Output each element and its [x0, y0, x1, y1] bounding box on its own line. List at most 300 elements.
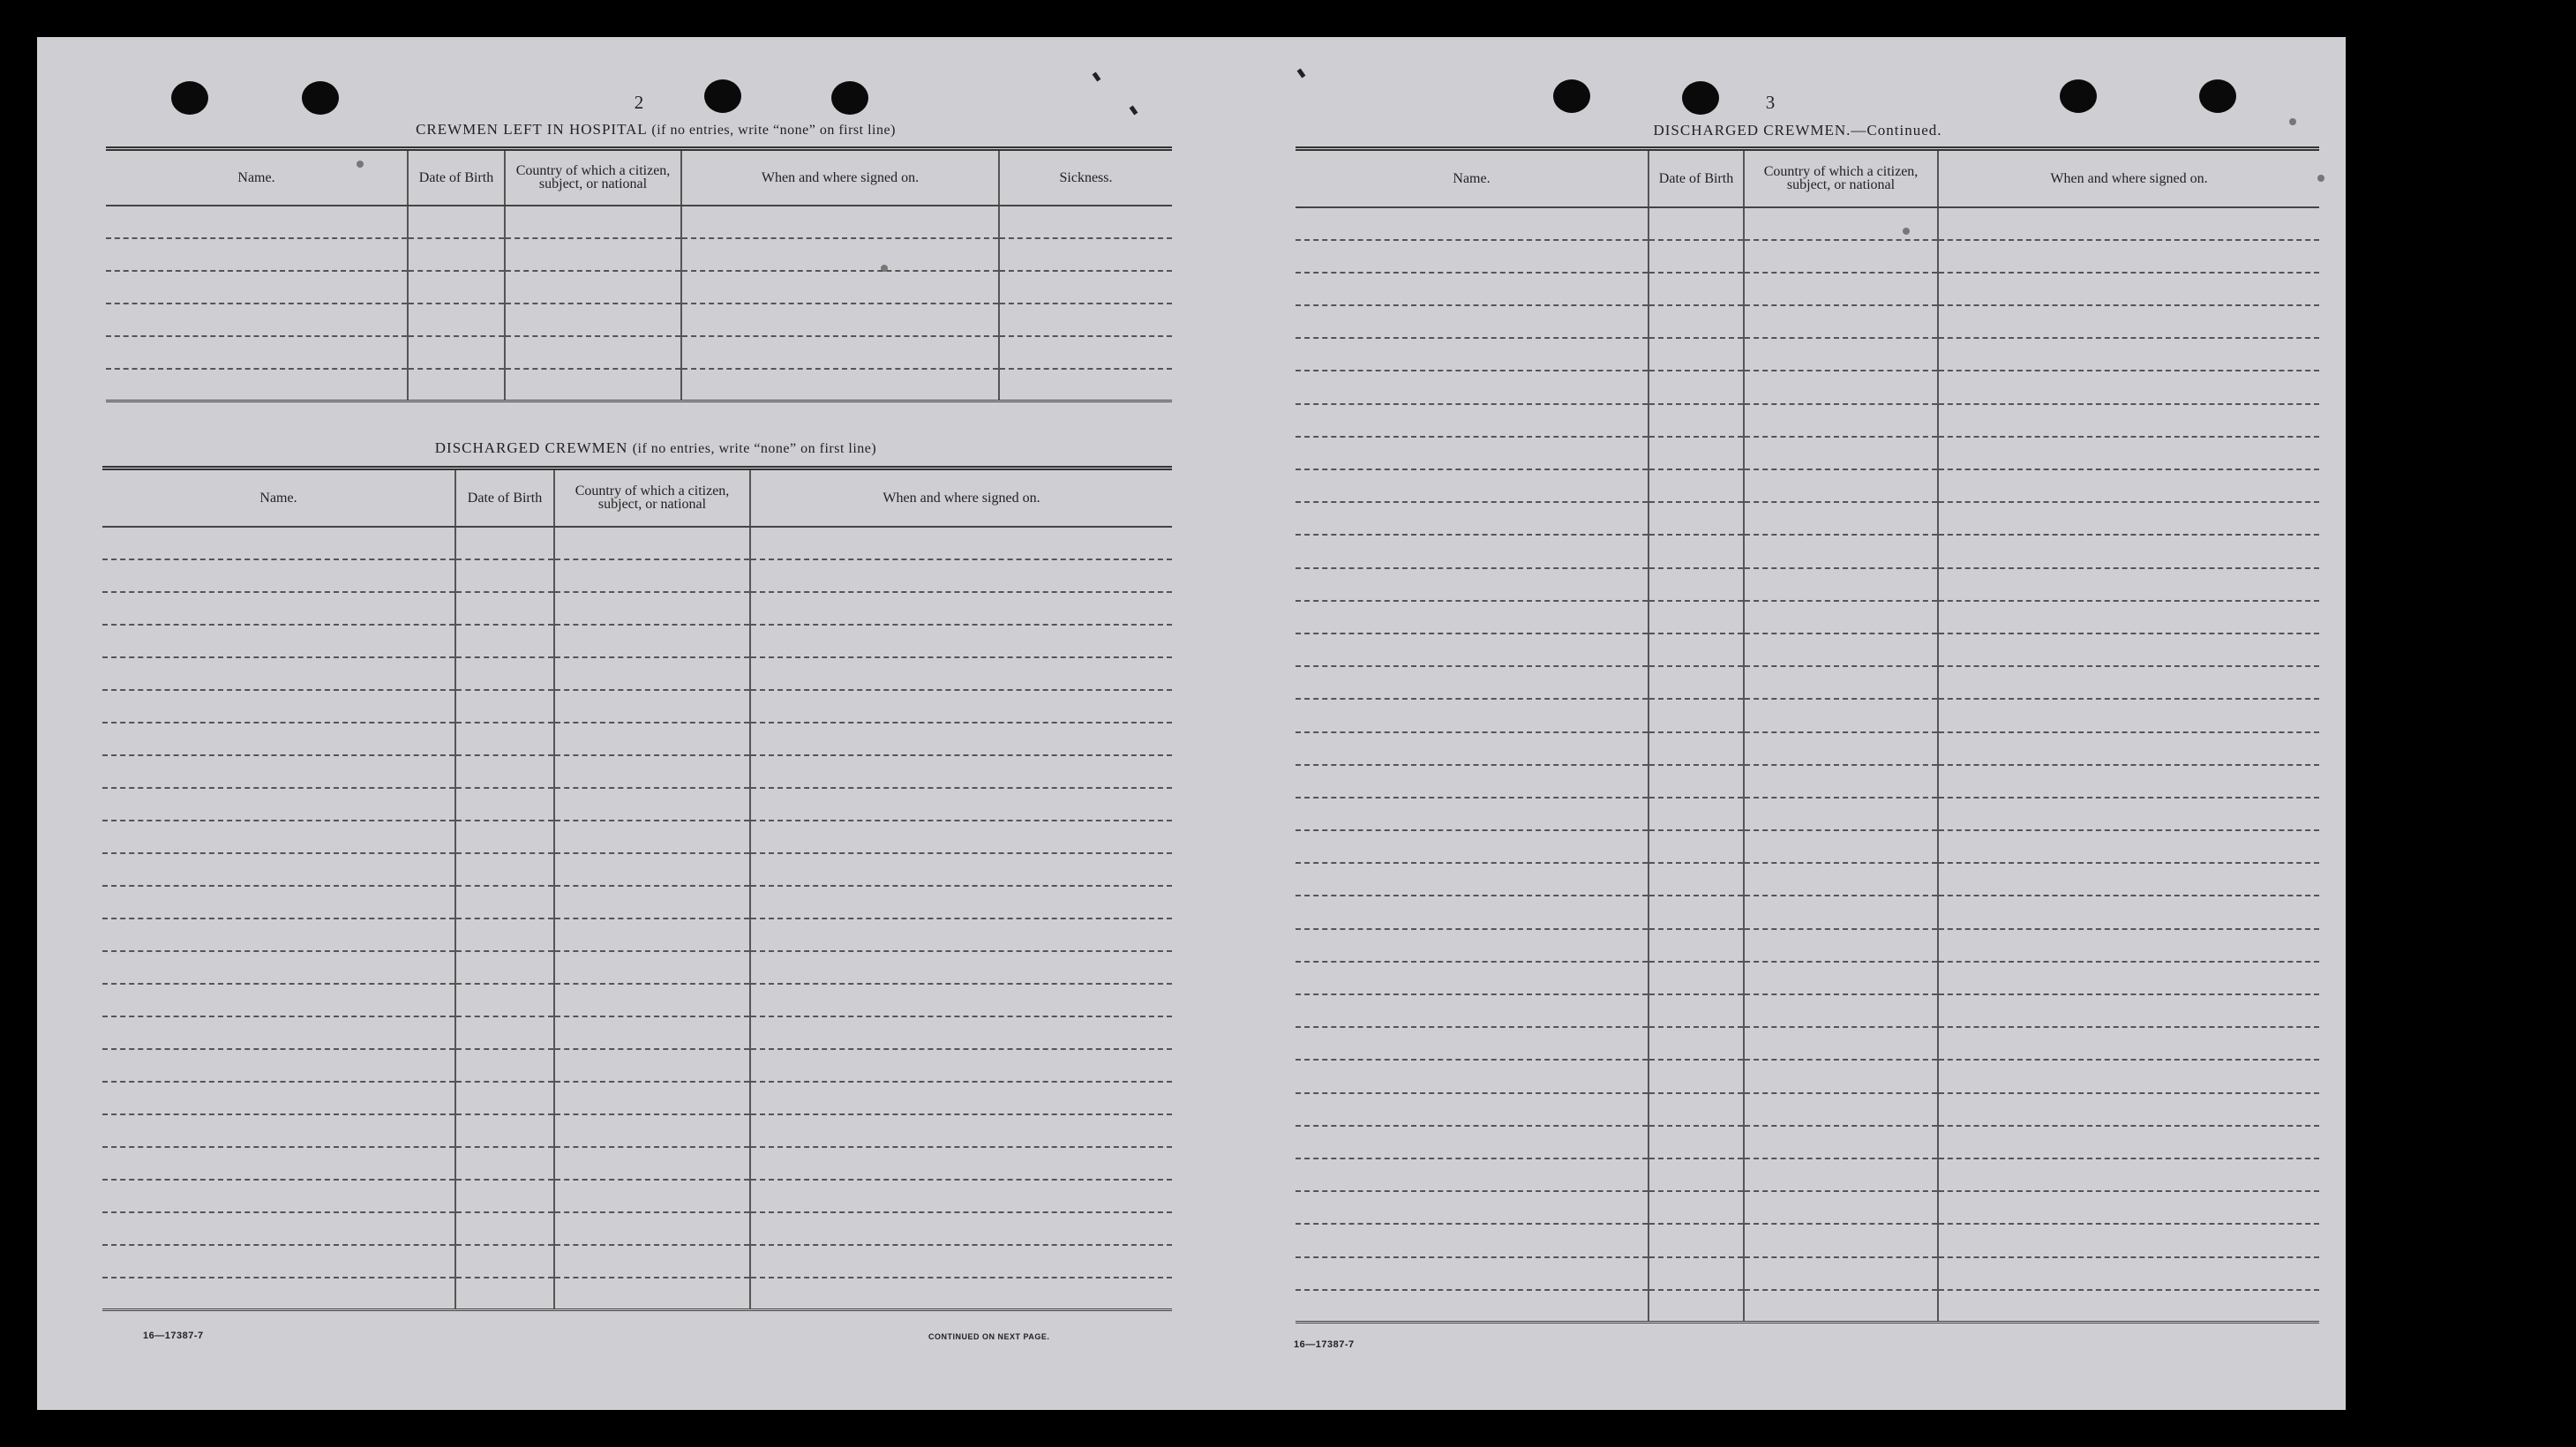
form-cell[interactable]: [1296, 929, 1648, 962]
form-cell[interactable]: [1296, 371, 1648, 403]
form-cell[interactable]: [1296, 1191, 1648, 1224]
form-cell[interactable]: [1938, 568, 2319, 601]
form-cell[interactable]: [102, 1049, 455, 1082]
form-cell[interactable]: [1648, 1224, 1744, 1256]
form-cell[interactable]: [1744, 601, 1938, 634]
form-cell[interactable]: [1744, 1126, 1938, 1158]
form-cell[interactable]: [1938, 502, 2319, 535]
form-cell[interactable]: [455, 559, 554, 592]
form-cell[interactable]: [999, 304, 1172, 336]
form-cell[interactable]: [1296, 896, 1648, 928]
form-cell[interactable]: [1744, 896, 1938, 928]
form-cell[interactable]: [750, 918, 1172, 951]
form-cell[interactable]: [1648, 863, 1744, 896]
form-cell[interactable]: [1938, 896, 2319, 928]
form-cell[interactable]: [1296, 634, 1648, 666]
form-cell[interactable]: [1648, 502, 1744, 535]
form-cell[interactable]: [102, 755, 455, 788]
punch-hole: [2060, 79, 2097, 113]
form-cell[interactable]: [1296, 830, 1648, 863]
form-cell[interactable]: [1938, 1060, 2319, 1092]
form-row: [106, 271, 1172, 304]
form-cell[interactable]: [1744, 404, 1938, 437]
form-cell[interactable]: [1648, 1158, 1744, 1191]
form-cell[interactable]: [750, 1278, 1172, 1310]
form-cell[interactable]: [681, 304, 999, 336]
form-cell[interactable]: [1938, 1290, 2319, 1323]
form-cell[interactable]: [750, 1147, 1172, 1180]
form-cell[interactable]: [1296, 1158, 1648, 1191]
form-cell[interactable]: [1744, 962, 1938, 994]
form-cell[interactable]: [1938, 240, 2319, 273]
form-cell[interactable]: [999, 271, 1172, 304]
form-cell[interactable]: [1744, 207, 1938, 240]
form-cell[interactable]: [1938, 666, 2319, 699]
form-cell[interactable]: [1296, 273, 1648, 305]
form-cell[interactable]: [1296, 994, 1648, 1027]
form-cell[interactable]: [455, 1147, 554, 1180]
form-cell[interactable]: [455, 592, 554, 625]
form-cell[interactable]: [1296, 502, 1648, 535]
form-row: [1296, 601, 2319, 634]
form-cell[interactable]: [554, 690, 750, 723]
form-cell[interactable]: [408, 369, 505, 401]
form-cell[interactable]: [750, 1245, 1172, 1278]
form-cell[interactable]: [455, 1180, 554, 1212]
form-cell[interactable]: [1744, 469, 1938, 502]
form-cell[interactable]: [455, 886, 554, 918]
form-cell[interactable]: [102, 1147, 455, 1180]
form-row: [1296, 1290, 2319, 1323]
form-cell[interactable]: [1744, 634, 1938, 666]
form-cell[interactable]: [1744, 1191, 1938, 1224]
form-cell[interactable]: [681, 369, 999, 401]
form-cell[interactable]: [102, 1180, 455, 1212]
form-cell[interactable]: [106, 304, 408, 336]
form-cell[interactable]: [750, 1016, 1172, 1049]
discharged-continued-title: DISCHARGED CREWMEN.—Continued.: [1653, 122, 1942, 139]
form-cell[interactable]: [1648, 240, 1744, 273]
column-header: When and where signed on.: [1938, 149, 2319, 207]
form-cell[interactable]: [455, 625, 554, 657]
hospital-table: [106, 146, 1172, 402]
form-row: [1296, 535, 2319, 567]
form-cell[interactable]: [1938, 273, 2319, 305]
form-cell[interactable]: [1744, 305, 1938, 338]
form-cell[interactable]: [102, 559, 455, 592]
form-cell[interactable]: [750, 1180, 1172, 1212]
form-cell[interactable]: [1296, 568, 1648, 601]
form-cell[interactable]: [1296, 601, 1648, 634]
form-cell[interactable]: [455, 1114, 554, 1147]
form-cell[interactable]: [554, 723, 750, 755]
form-cell[interactable]: [102, 821, 455, 853]
form-cell[interactable]: [1296, 240, 1648, 273]
form-cell[interactable]: [554, 1212, 750, 1245]
form-cell[interactable]: [505, 304, 681, 336]
form-cell[interactable]: [1648, 634, 1744, 666]
form-cell[interactable]: [1938, 1093, 2319, 1126]
form-cell[interactable]: [750, 853, 1172, 886]
form-cell[interactable]: [1296, 437, 1648, 469]
form-cell[interactable]: [1648, 798, 1744, 830]
form-cell[interactable]: [1648, 1257, 1744, 1290]
form-cell[interactable]: [554, 1082, 750, 1114]
form-cell[interactable]: [1648, 1126, 1744, 1158]
form-cell[interactable]: [1938, 962, 2319, 994]
form-cell[interactable]: [1296, 798, 1648, 830]
form-row: [1296, 404, 2319, 437]
form-cell[interactable]: [102, 1016, 455, 1049]
form-cell[interactable]: [408, 206, 505, 238]
form-row: [102, 951, 1172, 984]
discharged-section-title: [143, 439, 1168, 457]
form-cell[interactable]: [999, 336, 1172, 369]
form-cell[interactable]: [1296, 469, 1648, 502]
form-cell[interactable]: [1648, 994, 1744, 1027]
form-cell[interactable]: [1744, 765, 1938, 798]
punch-hole: [2199, 79, 2236, 113]
form-cell[interactable]: [750, 1082, 1172, 1114]
form-cell[interactable]: [554, 592, 750, 625]
form-cell[interactable]: [1744, 568, 1938, 601]
form-cell[interactable]: [1648, 699, 1744, 731]
form-cell[interactable]: [750, 886, 1172, 918]
form-cell[interactable]: [750, 559, 1172, 592]
form-cell[interactable]: [1938, 830, 2319, 863]
form-cell[interactable]: [1648, 568, 1744, 601]
form-cell[interactable]: [750, 951, 1172, 984]
form-cell[interactable]: [455, 1212, 554, 1245]
form-cell[interactable]: [1744, 1093, 1938, 1126]
form-cell[interactable]: [681, 238, 999, 271]
form-cell[interactable]: [1938, 535, 2319, 567]
form-cell[interactable]: [1296, 765, 1648, 798]
form-row: [102, 1016, 1172, 1049]
form-cell[interactable]: [1938, 1126, 2319, 1158]
form-cell[interactable]: [1648, 1290, 1744, 1323]
form-cell[interactable]: [408, 271, 505, 304]
form-cell[interactable]: [1938, 863, 2319, 896]
form-cell[interactable]: [999, 369, 1172, 401]
form-row: [106, 238, 1172, 271]
form-row: [102, 821, 1172, 853]
form-cell[interactable]: [102, 1245, 455, 1278]
form-cell[interactable]: [106, 238, 408, 271]
form-cell[interactable]: [1648, 404, 1744, 437]
form-cell[interactable]: [1744, 699, 1938, 731]
form-cell[interactable]: [1938, 929, 2319, 962]
form-cell[interactable]: [1744, 1060, 1938, 1092]
form-cell[interactable]: [505, 206, 681, 238]
form-cell[interactable]: [750, 1049, 1172, 1082]
form-cell[interactable]: [1938, 601, 2319, 634]
form-cell[interactable]: [1744, 1027, 1938, 1060]
form-row: [1296, 1158, 2319, 1191]
form-cell[interactable]: [1296, 1060, 1648, 1092]
form-cell[interactable]: [102, 723, 455, 755]
form-cell[interactable]: [1648, 1191, 1744, 1224]
form-cell[interactable]: [1296, 305, 1648, 338]
form-cell[interactable]: [1938, 798, 2319, 830]
discharged-title-text: DISCHARGED CREWMEN: [434, 439, 628, 456]
form-cell[interactable]: [102, 690, 455, 723]
form-row: [1296, 732, 2319, 765]
form-cell[interactable]: [999, 238, 1172, 271]
punch-hole: [704, 79, 741, 113]
form-cell[interactable]: [1938, 305, 2319, 338]
form-cell[interactable]: [455, 1049, 554, 1082]
form-cell[interactable]: [455, 723, 554, 755]
form-cell[interactable]: [1296, 1027, 1648, 1060]
form-cell[interactable]: [750, 788, 1172, 821]
form-cell[interactable]: [1648, 929, 1744, 962]
form-cell[interactable]: [1648, 1093, 1744, 1126]
form-cell[interactable]: [1296, 666, 1648, 699]
form-cell[interactable]: [102, 625, 455, 657]
form-cell[interactable]: [1744, 437, 1938, 469]
form-cell[interactable]: [1744, 666, 1938, 699]
form-cell[interactable]: [681, 206, 999, 238]
form-cell[interactable]: [681, 271, 999, 304]
ink-mark: [1297, 68, 1306, 78]
form-cell[interactable]: [554, 1180, 750, 1212]
form-cell[interactable]: [408, 336, 505, 369]
form-cell[interactable]: [1648, 338, 1744, 371]
form-cell[interactable]: [750, 984, 1172, 1016]
form-cell[interactable]: [1744, 994, 1938, 1027]
form-cell[interactable]: [1938, 1158, 2319, 1191]
form-cell[interactable]: [102, 918, 455, 951]
form-cell[interactable]: [1938, 1027, 2319, 1060]
form-row: [102, 788, 1172, 821]
form-row: [1296, 371, 2319, 403]
left-page: [37, 37, 1184, 1410]
form-cell[interactable]: [750, 821, 1172, 853]
form-cell[interactable]: [455, 984, 554, 1016]
form-cell[interactable]: [455, 918, 554, 951]
form-cell[interactable]: [1938, 207, 2319, 240]
form-cell[interactable]: [505, 369, 681, 401]
form-row: [106, 336, 1172, 369]
form-cell[interactable]: [1744, 863, 1938, 896]
form-cell[interactable]: [1648, 535, 1744, 567]
form-cell[interactable]: [408, 304, 505, 336]
form-cell[interactable]: [1648, 765, 1744, 798]
form-cell[interactable]: [554, 625, 750, 657]
form-cell[interactable]: [554, 1147, 750, 1180]
form-cell[interactable]: [455, 951, 554, 984]
form-row: [102, 527, 1172, 559]
form-cell[interactable]: [455, 853, 554, 886]
form-cell[interactable]: [1296, 207, 1648, 240]
form-cell[interactable]: [106, 369, 408, 401]
form-row: [1296, 273, 2319, 305]
form-cell[interactable]: [554, 984, 750, 1016]
form-cell[interactable]: [1938, 371, 2319, 403]
form-cell[interactable]: [1296, 1224, 1648, 1256]
form-cell[interactable]: [750, 625, 1172, 657]
form-cell[interactable]: [455, 657, 554, 690]
form-cell[interactable]: [102, 886, 455, 918]
form-cell[interactable]: [1296, 1290, 1648, 1323]
form-cell[interactable]: [1744, 830, 1938, 863]
form-row: [1296, 994, 2319, 1027]
form-cell[interactable]: [1648, 962, 1744, 994]
form-cell[interactable]: [106, 271, 408, 304]
form-cell[interactable]: [505, 238, 681, 271]
form-cell[interactable]: [681, 336, 999, 369]
form-cell[interactable]: [102, 984, 455, 1016]
form-cell[interactable]: [1744, 1224, 1938, 1256]
form-cell[interactable]: [1744, 240, 1938, 273]
punch-hole: [171, 81, 208, 115]
form-cell[interactable]: [1648, 732, 1744, 765]
form-cell[interactable]: [1648, 207, 1744, 240]
form-cell[interactable]: [750, 1212, 1172, 1245]
form-cell[interactable]: [505, 271, 681, 304]
form-cell[interactable]: [554, 1114, 750, 1147]
form-cell[interactable]: [455, 1016, 554, 1049]
form-cell[interactable]: [1296, 962, 1648, 994]
form-cell[interactable]: [1938, 1257, 2319, 1290]
form-cell[interactable]: [1648, 371, 1744, 403]
form-cell[interactable]: [750, 527, 1172, 559]
form-cell[interactable]: [1744, 798, 1938, 830]
form-cell[interactable]: [1296, 732, 1648, 765]
form-cell[interactable]: [750, 592, 1172, 625]
form-row: [1296, 207, 2319, 240]
form-cell[interactable]: [102, 788, 455, 821]
form-cell[interactable]: [1296, 338, 1648, 371]
form-cell[interactable]: [554, 788, 750, 821]
form-cell[interactable]: [1744, 1290, 1938, 1323]
form-cell[interactable]: [455, 1082, 554, 1114]
form-cell[interactable]: [102, 527, 455, 559]
form-cell[interactable]: [554, 886, 750, 918]
form-cell[interactable]: [1744, 929, 1938, 962]
form-cell[interactable]: [408, 238, 505, 271]
form-cell[interactable]: [505, 336, 681, 369]
form-cell[interactable]: [554, 918, 750, 951]
form-cell[interactable]: [106, 206, 408, 238]
form-row: [1296, 699, 2319, 731]
form-cell[interactable]: [102, 1278, 455, 1310]
form-cell[interactable]: [1296, 535, 1648, 567]
form-cell[interactable]: [554, 755, 750, 788]
form-cell[interactable]: [1648, 601, 1744, 634]
form-cell[interactable]: [1296, 699, 1648, 731]
form-cell[interactable]: [1744, 732, 1938, 765]
form-cell[interactable]: [1938, 469, 2319, 502]
form-cell[interactable]: [102, 853, 455, 886]
form-row: [1296, 469, 2319, 502]
form-cell[interactable]: [1938, 994, 2319, 1027]
form-cell[interactable]: [1648, 437, 1744, 469]
form-cell[interactable]: [102, 1212, 455, 1245]
form-cell[interactable]: [1648, 896, 1744, 928]
form-cell[interactable]: [750, 657, 1172, 690]
form-cell[interactable]: [1744, 1257, 1938, 1290]
form-cell[interactable]: [455, 527, 554, 559]
form-cell[interactable]: [1938, 1191, 2319, 1224]
form-cell[interactable]: [455, 755, 554, 788]
form-row: [1296, 830, 2319, 863]
form-cell[interactable]: [1744, 371, 1938, 403]
form-cell[interactable]: [554, 657, 750, 690]
ink-mark: [1130, 105, 1138, 115]
form-cell[interactable]: [1744, 338, 1938, 371]
form-cell[interactable]: [554, 951, 750, 984]
form-cell[interactable]: [1938, 1224, 2319, 1256]
hospital-section-title: [143, 121, 1168, 139]
form-cell[interactable]: [455, 1278, 554, 1310]
form-cell[interactable]: [102, 951, 455, 984]
form-cell[interactable]: [750, 755, 1172, 788]
form-cell[interactable]: [455, 788, 554, 821]
form-cell[interactable]: [1648, 830, 1744, 863]
form-cell[interactable]: [554, 559, 750, 592]
form-cell[interactable]: [106, 336, 408, 369]
form-cell[interactable]: [554, 1278, 750, 1310]
form-cell[interactable]: [1744, 1158, 1938, 1191]
form-row: [102, 559, 1172, 592]
form-cell[interactable]: [102, 1082, 455, 1114]
form-row: [102, 886, 1172, 918]
form-cell[interactable]: [1296, 863, 1648, 896]
form-cell[interactable]: [1744, 535, 1938, 567]
form-cell[interactable]: [750, 723, 1172, 755]
form-cell[interactable]: [102, 657, 455, 690]
form-cell[interactable]: [554, 1016, 750, 1049]
form-cell[interactable]: [1744, 273, 1938, 305]
form-cell[interactable]: [750, 690, 1172, 723]
form-cell[interactable]: [750, 1114, 1172, 1147]
form-cell[interactable]: [455, 690, 554, 723]
form-cell[interactable]: [1648, 305, 1744, 338]
form-cell[interactable]: [1296, 1257, 1648, 1290]
form-cell[interactable]: [102, 1114, 455, 1147]
form-cell[interactable]: [1938, 634, 2319, 666]
form-cell[interactable]: [1648, 273, 1744, 305]
form-cell[interactable]: [455, 821, 554, 853]
form-cell[interactable]: [1744, 502, 1938, 535]
form-cell[interactable]: [102, 592, 455, 625]
form-cell[interactable]: [1296, 1126, 1648, 1158]
form-row: [1296, 1027, 2319, 1060]
form-cell[interactable]: [455, 1245, 554, 1278]
form-cell[interactable]: [1648, 469, 1744, 502]
form-cell[interactable]: [554, 821, 750, 853]
form-cell[interactable]: [1648, 1027, 1744, 1060]
form-cell[interactable]: [1938, 404, 2319, 437]
form-cell[interactable]: [1938, 338, 2319, 371]
form-cell[interactable]: [1938, 732, 2319, 765]
form-cell[interactable]: [999, 206, 1172, 238]
form-cell[interactable]: [554, 1245, 750, 1278]
form-cell[interactable]: [554, 527, 750, 559]
form-cell[interactable]: [1296, 1093, 1648, 1126]
form-cell[interactable]: [1938, 437, 2319, 469]
form-cell[interactable]: [554, 853, 750, 886]
form-cell[interactable]: [1938, 765, 2319, 798]
form-cell[interactable]: [1938, 699, 2319, 731]
form-cell[interactable]: [554, 1049, 750, 1082]
form-row: [102, 853, 1172, 886]
form-cell[interactable]: [1648, 1060, 1744, 1092]
form-cell[interactable]: [1296, 404, 1648, 437]
form-cell[interactable]: [1648, 666, 1744, 699]
